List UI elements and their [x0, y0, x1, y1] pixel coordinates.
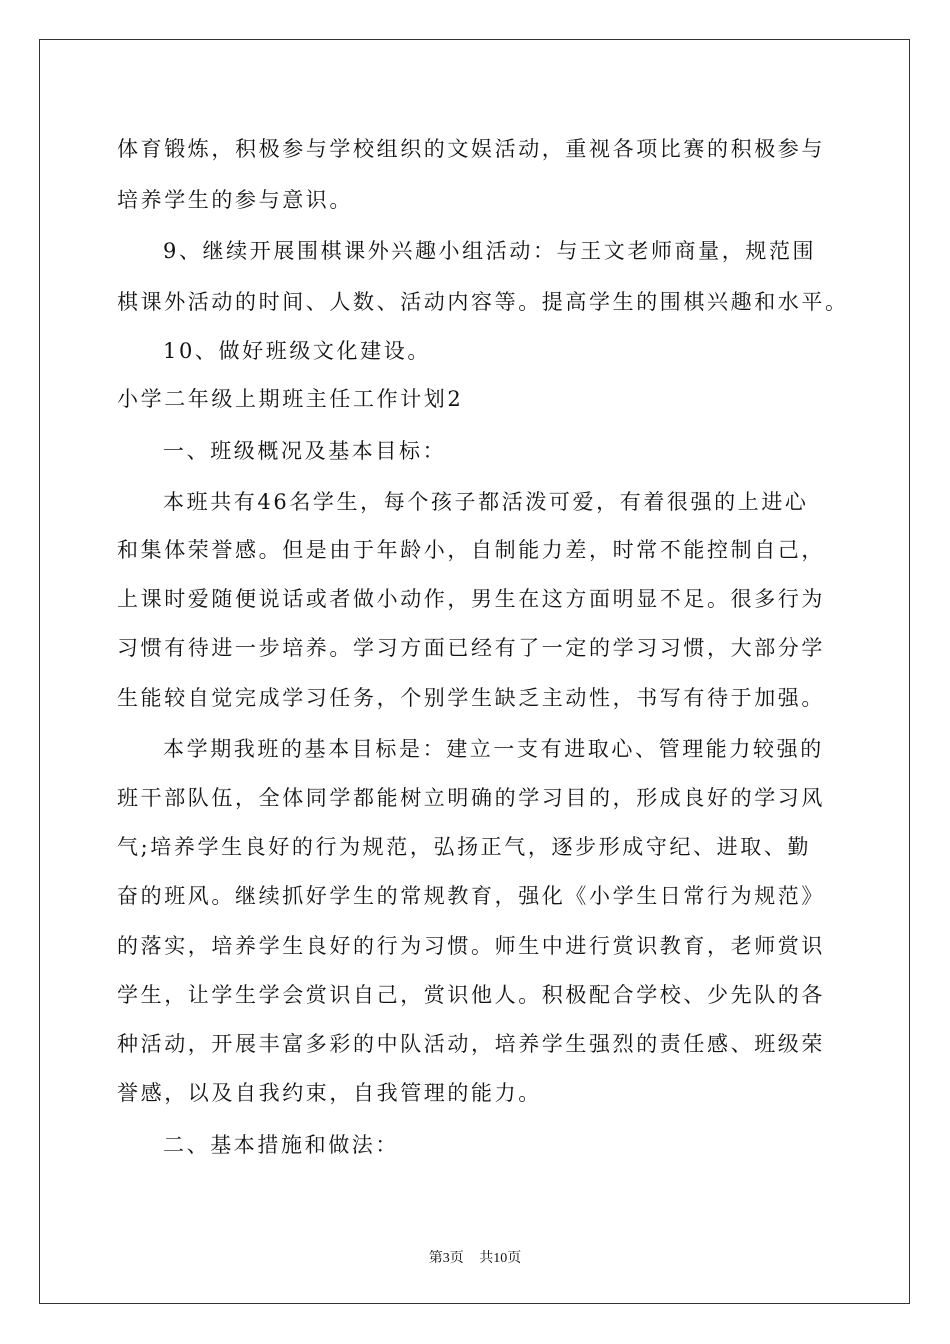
- text-line: 9、继续开展围棋课外兴趣小组活动：与王文老师商量，规范围: [163, 239, 817, 263]
- page-border: [39, 39, 910, 1304]
- text-line: 培养学生的参与意识。: [117, 188, 353, 212]
- text-line: 棋课外活动的时间、人数、活动内容等。提高学生的围棋兴趣和水平。: [117, 290, 849, 314]
- page-number: 第3页: [428, 1251, 464, 1266]
- text-line: 气;培养学生良好的行为规范，弘扬正气，逐步形成守纪、进取、勤: [117, 835, 812, 859]
- text-line: 本班共有46名学生，每个孩子都活泼可爱，有着很强的上进心: [163, 490, 809, 514]
- text-line: 习惯有待进一步培养。学习方面已经有了一定的学习习惯，大部分学: [117, 636, 825, 660]
- section-title: 小学二年级上期班主任工作计划2: [117, 387, 464, 411]
- text-line: 和集体荣誉感。但是由于年龄小，自制能力差，时常不能控制自己，: [117, 538, 825, 562]
- page-footer: [0, 1247, 950, 1267]
- text-line: 的落实，培养学生良好的行为习惯。师生中进行赏识教育，老师赏识: [117, 934, 825, 958]
- text-line: 学生，让学生学会赏识自己，赏识他人。积极配合学校、少先队的各: [117, 983, 825, 1007]
- text-line: 本学期我班的基本目标是：建立一支有进取心、管理能力较强的: [163, 737, 824, 761]
- text-line: 上课时爱随便说话或者做小动作，男生在这方面明显不足。很多行为: [117, 587, 825, 611]
- text-line: 种活动，开展丰富多彩的中队活动，培养学生强烈的责任感、班级荣: [117, 1032, 825, 1056]
- text-line: 班干部队伍，全体同学都能树立明确的学习目的，形成良好的学习风: [117, 786, 825, 810]
- text-line: 10、做好班级文化建设。: [163, 339, 431, 363]
- section-heading: 二、基本措施和做法：: [163, 1133, 399, 1157]
- text-line: 誉感，以及自我约束，自我管理的能力。: [117, 1081, 542, 1105]
- text-line: 生能较自觉完成学习任务，个别学生缺乏主动性，书写有待于加强。: [117, 686, 825, 710]
- section-heading: 一、班级概况及基本目标：: [163, 439, 447, 463]
- page-total: 共10页: [479, 1251, 522, 1266]
- text-line: 体育锻炼，积极参与学校组织的文娱活动，重视各项比赛的积极参与: [117, 137, 825, 161]
- text-line: 奋的班风。继续抓好学生的常规教育，强化《小学生日常行为规范》: [117, 884, 825, 908]
